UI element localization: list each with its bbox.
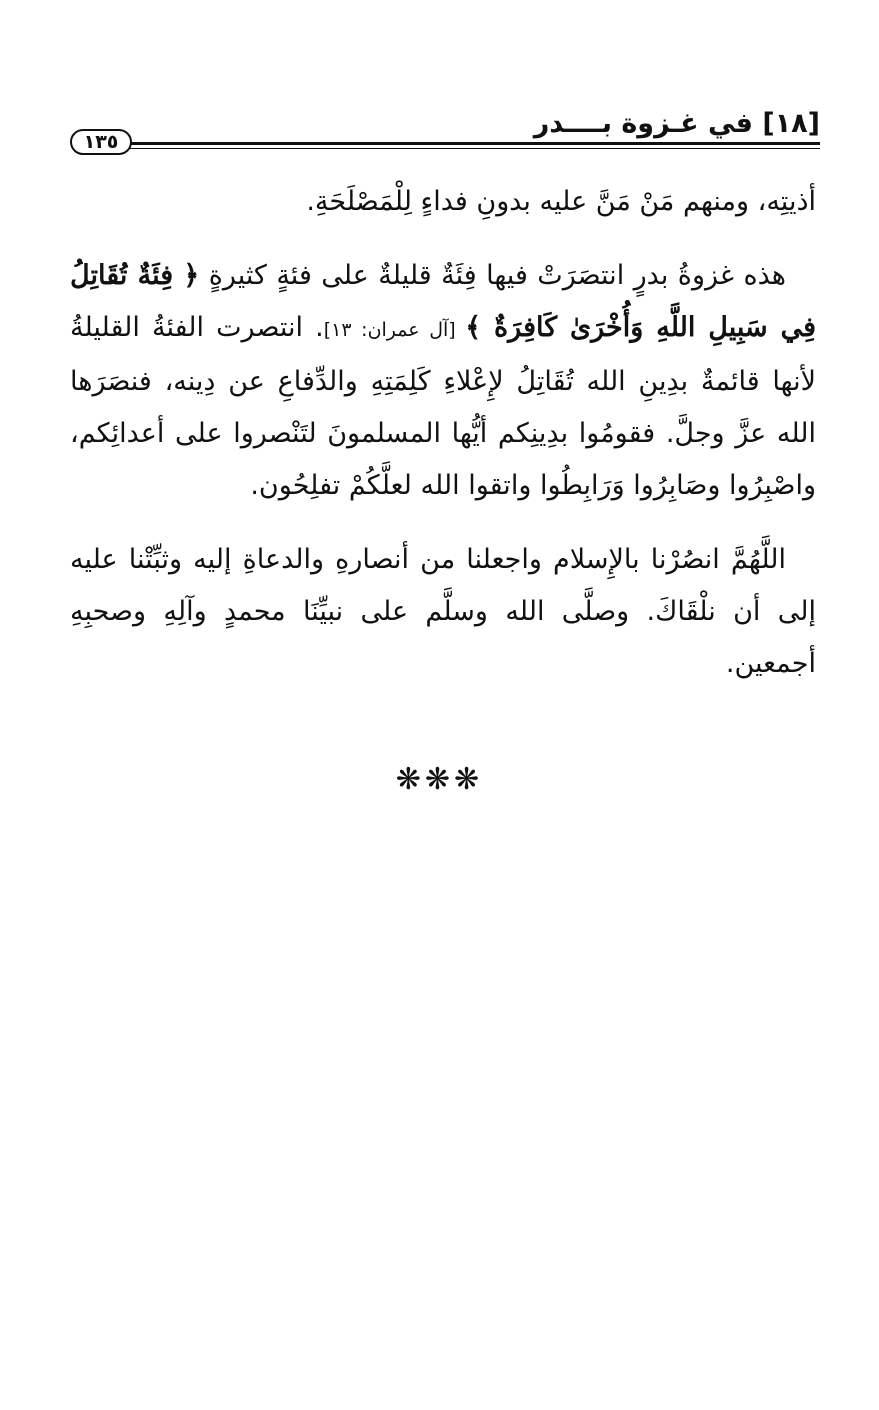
paragraph-text: . انتصرت الفئةُ القليلةُ لأنها قائمةٌ بدِينِ الله تُقَاتِلُ لإِعْلاءِ كَلِمَتِهِ والدِّفاعِ عن دِينه، فنصَرَها الله عزَّ وجلَّ. فقومُوا بدِينِكم أيُّها المسلمونَ لتَنْصروا على أعدائِكم، واصْبِرُوا وصَابِرُوا وَرَابِطُوا واتقوا الله لعلَّكُمْ تفلِحُون. [70,312,816,501]
section-separator: ❋❋❋ [395,762,484,797]
page-header [70,108,820,156]
quran-verse: ﴿ فِئَةٌ تُقَاتِلُ فِي سَبِيلِ اللَّهِ وَأُخْرَىٰ كَافِرَةٌ ﴾ [70,260,817,343]
paragraph-text: اللَّهُمَّ انصُرْنا بالإِسلام واجعلنا من أنصارهِ والدعاةِ إليه وثبِّتْنا عليه إلى أن نلْقَاكَ. وصلَّى الله وسلَّم على نبيِّنَا محمدٍ وآلِهِ وصحبِهِ أجمعين. [70,544,816,679]
header-rule [125,142,820,145]
chapter-title: [١٨] في غـزوة بــــدر [533,108,820,139]
verse-citation: [آل عمران: ١٣] [323,319,466,341]
paragraph-text: أذيتِه، ومنهم مَنْ مَنَّ عليه بدونِ فداءٍ لِلْمَصْلَحَةِ. [306,186,816,217]
paragraph-text: هذه غزوةُ بدرٍ انتصَرَتْ فيها فِئَةٌ قليلةٌ على فئةٍ كثيرةٍ [199,260,787,291]
paragraph-3 [70,534,816,690]
paragraph-1 [70,176,816,228]
header-rule-thin [125,148,820,149]
page-number: ١٣٥ [70,129,132,155]
body-text [70,176,816,712]
paragraph-2 [70,250,816,512]
